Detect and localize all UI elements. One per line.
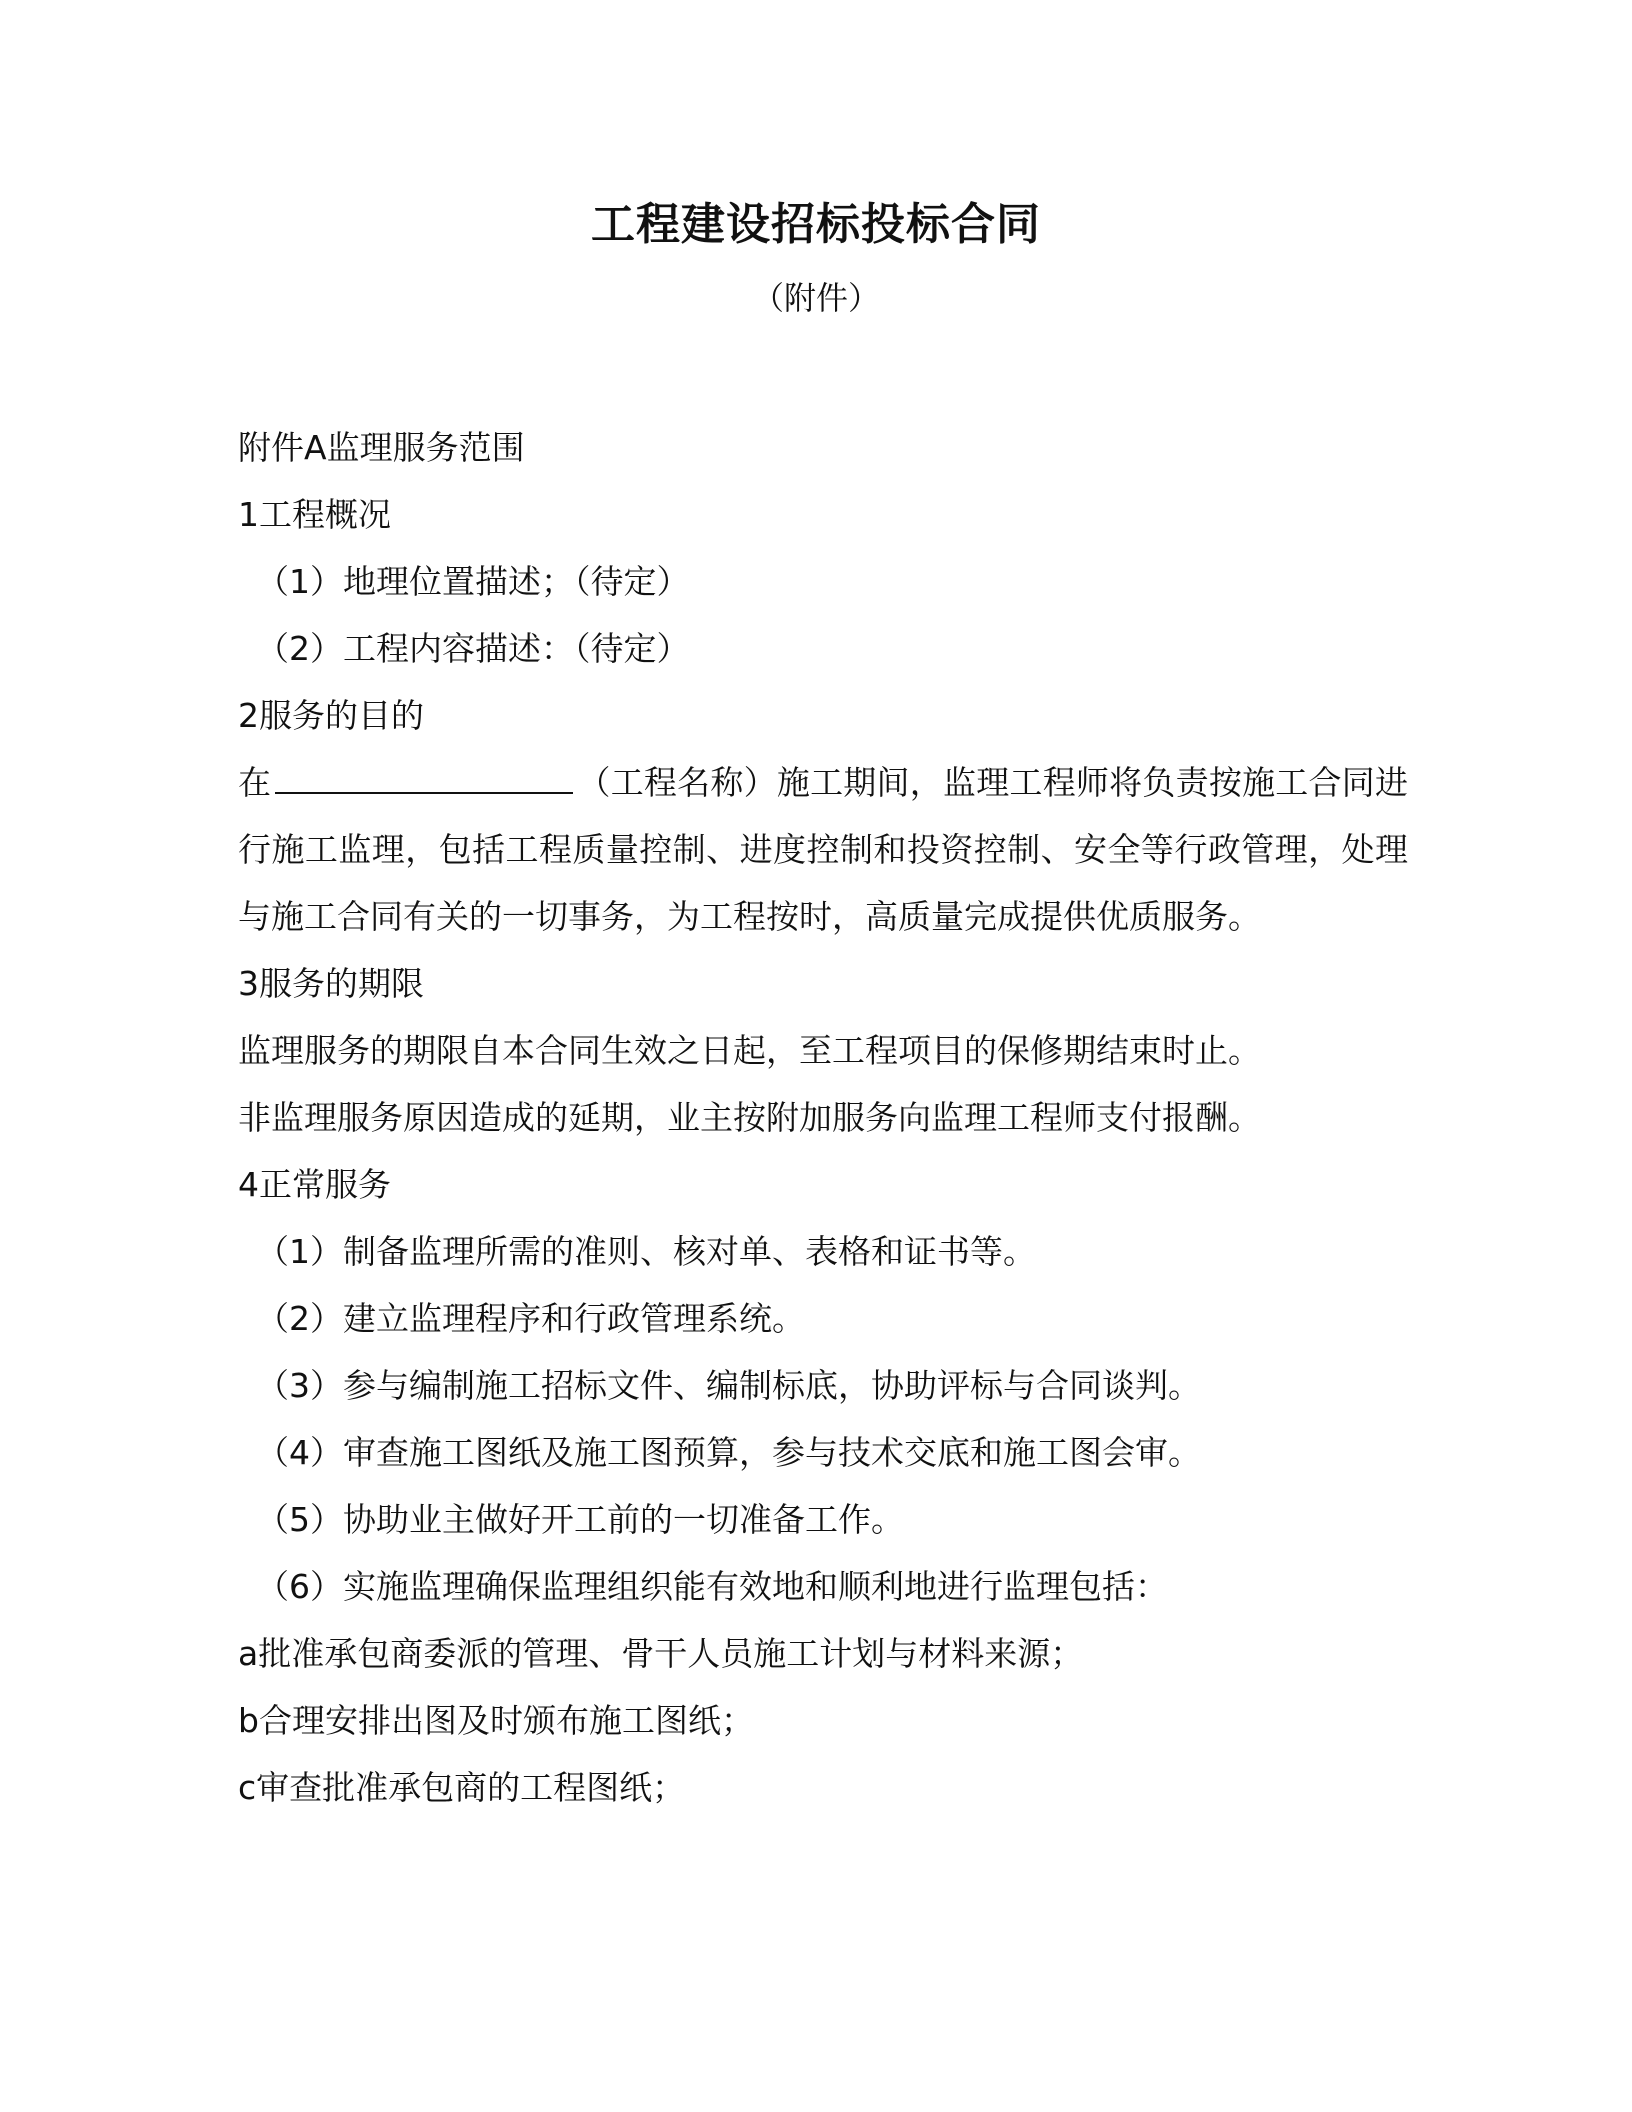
section-2-heading: 2服务的目的	[238, 696, 424, 735]
section-3-line: 非监理服务原因造成的延期，业主按附加服务向监理工程师支付报酬。	[238, 1098, 1261, 1137]
section-1-heading: 1工程概况	[238, 495, 391, 534]
section-4-heading: 4正常服务	[238, 1165, 391, 1204]
document-subtitle: （附件）	[751, 279, 880, 317]
section-4-item: （2）建立监理程序和行政管理系统。	[256, 1299, 805, 1338]
document-title: 工程建设招标投标合同	[591, 199, 1041, 250]
document-body	[238, 414, 1408, 1821]
section-4-item: （4）审查施工图纸及施工图预算，参与技术交底和施工图会审。	[256, 1433, 1201, 1472]
section-2-paragraph	[238, 749, 1408, 950]
section-4-item: （1）制备监理所需的准则、核对单、表格和证书等。	[256, 1232, 1036, 1271]
section-3-line: 监理服务的期限自本合同生效之日起，至工程项目的保修期结束时止。	[238, 1031, 1261, 1070]
section-4-item: （5）协助业主做好开工前的一切准备工作。	[256, 1500, 904, 1539]
section-4-item: （6）实施监理确保监理组织能有效地和顺利地进行监理包括：	[256, 1567, 1168, 1606]
section-4-subitem: b合理安排出图及时颁布施工图纸；	[238, 1701, 754, 1740]
section-2-body: （工程名称）施工期间，监理工程师将负责按施工合同进行施工监理，包括工程质量控制、进度控制和投资控制、安全等行政管理，处理与施工合同有关的一切事务，为工程按时，高质量完成提供优质服务。	[238, 763, 1409, 936]
section-3-heading: 3服务的期限	[238, 964, 424, 1003]
section-2-prefix: 在	[238, 763, 272, 802]
section-4-subitem: a批准承包商委派的管理、骨干人员施工计划与材料来源；	[238, 1634, 1084, 1673]
section-1-item: （1）地理位置描述；（待定）	[256, 562, 690, 601]
section-4-subitem: c审查批准承包商的工程图纸；	[238, 1768, 686, 1807]
section-4-item: （3）参与编制施工招标文件、编制标底，协助评标与合同谈判。	[256, 1366, 1201, 1405]
annex-heading: 附件A监理服务范围	[238, 428, 525, 467]
section-1-item: （2）工程内容描述：（待定）	[256, 629, 690, 668]
project-name-blank	[275, 758, 573, 794]
